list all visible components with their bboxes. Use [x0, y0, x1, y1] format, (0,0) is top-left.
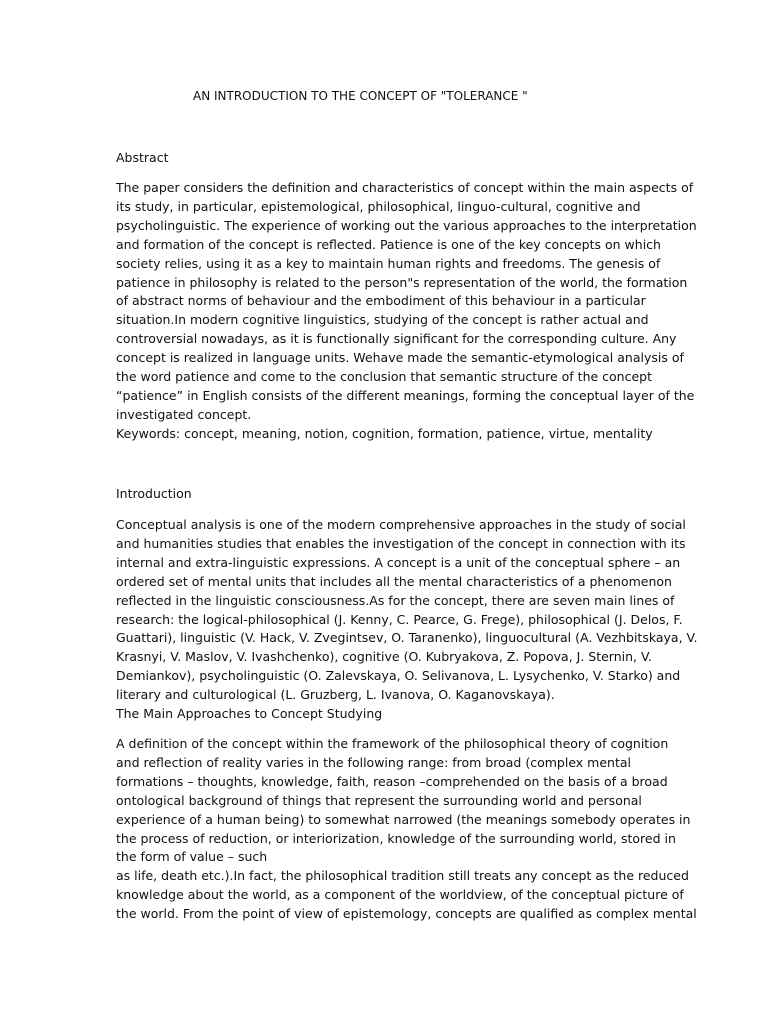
approaches-line: A definition of the concept within the framework of the philosophical theory of cognition — [116, 736, 669, 751]
abstract-line: patience in philosophy is related to the person"s representation of the world, the formation — [116, 274, 688, 290]
approaches-line: experience of a human being) to somewhat narrowed (the meanings somebody operates in — [116, 811, 691, 827]
abstract-line: investigated concept. — [116, 406, 252, 422]
abstract-line: society relies, using it as a key to maintain human rights and freedoms. The genesis of — [116, 255, 661, 271]
abstract-line: psycholinguistic. The experience of working out the various approaches to the interpretation — [116, 217, 697, 233]
approaches-line: and reflection of reality varies in the following range: from broad (complex mental — [116, 754, 631, 770]
document-title: AN INTRODUCTION TO THE CONCEPT OF "TOLERANCE " — [193, 89, 528, 103]
introduction-line: literary and culturological (L. Gruzberg, L. Ivanova, O. Kaganovskaya). — [116, 687, 555, 703]
introduction-line: research: the logical-philosophical (J. Kenny, C. Pearce, G. Frege), philosophical (J. Delos, F. — [116, 611, 683, 627]
introduction-line: and humanities studies that enables the investigation of the concept in connection with its — [116, 535, 686, 551]
abstract-line: situation.In modern cognitive linguistics, studying of the concept is rather actual and — [116, 312, 649, 328]
abstract-line: and formation of the concept is reflected. Patience is one of the key concepts on which — [116, 236, 661, 252]
approaches-line: the form of value – such — [116, 849, 268, 865]
approaches-line: ontological background of things that represent the surrounding world and personal — [116, 792, 642, 808]
approaches-line: the world. From the point of view of epistemology, concepts are qualified as complex mental — [116, 906, 697, 922]
introduction-line: reflected in the linguistic consciousness.As for the concept, there are seven main lines of — [116, 592, 675, 608]
approaches-line: the process of reduction, or interiorization, knowledge of the surrounding world, stored in — [116, 830, 676, 846]
approaches-paragraph — [116, 735, 697, 924]
abstract-line: of abstract norms of behaviour and the embodiment of this behaviour in a particular — [116, 293, 646, 309]
introduction-line: internal and extra-linguistic expressions. A concept is a unit of the conceptual sphere – an — [116, 554, 681, 570]
approaches-subheading: The Main Approaches to Concept Studying — [116, 706, 383, 722]
approaches-line: formations – thoughts, knowledge, faith, reason –comprehended on the basis of a broad — [116, 773, 668, 789]
introduction-line: Krasnyi, V. Maslov, V. Ivashchenko), cognitive (O. Kubryakova, Z. Popova, J. Sternin, V. — [116, 649, 652, 665]
abstract-line: controversial nowadays, as it is functionally significant for the corresponding culture. Any — [116, 331, 677, 347]
abstract-line: concept is realized in language units. Wehave made the semantic-etymological analysis of — [116, 350, 684, 366]
approaches-line: as life, death etc.).In fact, the philosophical tradition still treats any concept as the reduced — [116, 868, 689, 884]
abstract-line: “patience” in English consists of the different meanings, forming the conceptual layer of the — [116, 387, 695, 403]
introduction-heading: Introduction — [116, 486, 192, 501]
abstract-line: the word patience and come to the conclusion that semantic structure of the concept — [116, 369, 652, 385]
abstract-line: The paper considers the definition and characteristics of concept within the main aspects of — [116, 180, 694, 195]
abstract-line: its study, in particular, epistemological, philosophical, linguo-cultural, cognitive and — [116, 198, 641, 214]
introduction-paragraph — [116, 516, 698, 724]
approaches-line: knowledge about the world, as a component of the worldview, of the conceptual picture of — [116, 887, 684, 903]
keywords-line: Keywords: concept, meaning, notion, cognition, formation, patience, virtue, mentality — [116, 425, 653, 441]
abstract-paragraph — [116, 179, 697, 444]
introduction-line: Guattari), linguistic (V. Hack, V. Zvegintsev, O. Taranenko), linguocultural (A. Vezhbitskaya, V. — [116, 630, 698, 646]
introduction-line: Demiankov), psycholinguistic (O. Zalevskaya, O. Selivanova, L. Lysychenko, V. Starko) and — [116, 668, 681, 684]
introduction-line: ordered set of mental units that includes all the mental characteristics of a phenomenon — [116, 573, 672, 589]
introduction-line: Conceptual analysis is one of the modern comprehensive approaches in the study of social — [116, 517, 686, 532]
abstract-heading: Abstract — [116, 150, 169, 165]
